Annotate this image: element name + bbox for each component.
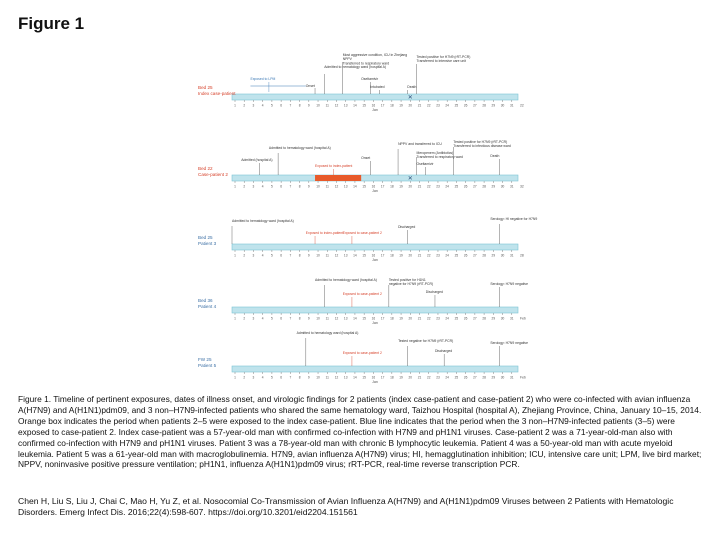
day-label: 25 xyxy=(454,375,459,380)
day-label: 6 xyxy=(280,253,283,258)
note-p4-admitted: Admitted to hematology ward (hospital A) xyxy=(315,278,377,282)
row-end-label: Feb xyxy=(520,375,526,380)
day-label: 21 xyxy=(417,375,422,380)
day-label: 28 xyxy=(482,184,486,189)
day-label: 2 xyxy=(243,253,246,258)
patient-role-label: Patient 4 xyxy=(198,304,217,309)
day-label: 7 xyxy=(289,184,292,189)
day-label: 22 xyxy=(426,253,431,258)
day-label: 11 xyxy=(325,184,329,189)
day-label: 3 xyxy=(252,103,255,108)
note-p2-oseltamivir: Oseltamivir xyxy=(416,162,434,166)
day-label: 31 xyxy=(510,103,514,108)
day-label: 31 xyxy=(510,253,514,258)
slide-title: Figure 1 xyxy=(18,14,85,33)
patient-role-label: Patient 5 xyxy=(198,363,217,368)
day-label: 2 xyxy=(243,184,246,189)
note-p4-serology: Serology: H7N9 negative xyxy=(490,282,529,286)
day-label: 9 xyxy=(307,375,310,380)
note-p1-icu: NPPV xyxy=(342,57,352,62)
day-label: 12 xyxy=(334,375,339,380)
day-label: 30 xyxy=(500,253,505,258)
day-label: 1 xyxy=(234,103,236,108)
day-label: 20 xyxy=(408,184,413,189)
day-label: 22 xyxy=(426,103,431,108)
day-label: 22 xyxy=(426,316,431,321)
day-label: 19 xyxy=(399,316,403,321)
patient-bar-3 xyxy=(232,244,518,250)
day-label: 26 xyxy=(463,103,468,108)
day-label: 6 xyxy=(280,103,283,108)
timeline-figure xyxy=(190,52,538,387)
day-label: 24 xyxy=(445,103,449,108)
day-label: 22 xyxy=(426,184,431,189)
day-label: 26 xyxy=(463,375,468,380)
day-label: 24 xyxy=(445,375,449,380)
day-label: 14 xyxy=(353,316,357,321)
day-label: 17 xyxy=(380,375,385,380)
day-label: 17 xyxy=(380,253,385,258)
note-p1-h7n9: Tested positive for H7N9 (rRT-PCR) xyxy=(416,55,471,59)
note-p2-death: Death xyxy=(490,154,500,158)
row-end-label: 22 xyxy=(520,103,524,108)
day-label: 7 xyxy=(289,253,292,258)
note-p1-h7n9: Transferred to intensive care unit xyxy=(416,59,466,64)
patient-bed-label: Bed 25 xyxy=(198,235,213,240)
patient-role-label: Patient 3 xyxy=(198,241,217,246)
note-p3-exposed2: Exposed to case-patient 2 xyxy=(342,231,382,235)
timeline-svg xyxy=(190,52,538,387)
note-p2-nppv: NPPV and transferred to ICU xyxy=(398,142,442,146)
day-label: 11 xyxy=(325,316,329,321)
note-p3-exposed: Exposed to index-patient xyxy=(305,231,344,235)
note-p1-icu: Transferred to respiratory ward xyxy=(342,61,390,66)
day-label: 2 xyxy=(243,375,246,380)
death-marker: ✕ xyxy=(407,95,413,101)
day-label: 28 xyxy=(482,375,486,380)
day-label: 16 xyxy=(371,375,376,380)
day-label: 29 xyxy=(491,253,496,258)
day-label: 26 xyxy=(463,253,468,258)
day-label: 31 xyxy=(510,375,514,380)
day-label: 14 xyxy=(353,253,357,258)
figure-caption: Figure 1. Timeline of pertinent exposures, dates of illness onset, and virologic findings for 2 patients (index case-patient and case-patient 2) who were co-infected with avian influenza A(H7N9) and A(H1N1)pdm09, and 3 non–H7N9-infected patients who shared the same hematology ward, Taizhou Hospital (hospital A), Zhejiang Province, China, January 10–15, 2014. Orange box indicates the period when patients 2–5 were exposed to the index case-patient. Blue line indicates that the period when the 3 non–H7N9-infected patients (3–5) were exposed to case-patient 2. Index case-patient was a 57-year-old man with confirmed co-infection with H7N9 and pH1N1 viruses. Case-patient 2 was a 71-year-old-man also with confirmed co-infection with H7N9 and pH1N1 viruses. Patient 3 was a 78-year-old man with chronic B lymphocytic leukemia. Patient 4 was a 50-year-old man with acute myeloid leukemia. Patient 5 was a 61-year-old man with macroglobulinemia. H7N9, avian influenza A(H7N9) virus; HI, hemagglutination inhibition; ICU, intensive care unit; LPM, live bird market; NPPV, noninvasive positive pressure ventilation; pH1N1, influenza A(H1N1)pdm09 virus; rRT-PCR, real-time reverse transcription PCR. xyxy=(18,394,702,470)
day-label: 24 xyxy=(445,253,449,258)
day-label: 27 xyxy=(473,316,477,321)
day-label: 9 xyxy=(307,103,310,108)
note-p4-exposed: Exposed to case-patient 2 xyxy=(342,292,382,296)
day-label: 4 xyxy=(261,253,264,258)
day-label: 3 xyxy=(252,184,255,189)
axis-label: Jan xyxy=(372,258,378,262)
day-label: 9 xyxy=(307,184,310,189)
day-label: 11 xyxy=(325,103,329,108)
day-label: 20 xyxy=(408,316,413,321)
day-label: 6 xyxy=(280,316,283,321)
note-p2-onset: Onset xyxy=(361,156,371,160)
patient-bar-4 xyxy=(232,307,518,313)
day-label: 11 xyxy=(325,375,329,380)
day-label: 25 xyxy=(454,253,459,258)
day-label: 20 xyxy=(408,253,413,258)
day-label: 14 xyxy=(353,184,357,189)
day-label: 6 xyxy=(280,375,283,380)
patient-bed-label: Bed 25 xyxy=(198,85,213,90)
day-label: 23 xyxy=(436,184,440,189)
day-label: 16 xyxy=(371,253,376,258)
day-label: 10 xyxy=(316,316,320,321)
day-label: 9 xyxy=(307,316,310,321)
day-label: 21 xyxy=(417,184,422,189)
day-label: 3 xyxy=(252,375,255,380)
day-label: 10 xyxy=(316,253,320,258)
note-p2-meropenem: Transferred to respiratory ward xyxy=(416,155,463,160)
day-label: 29 xyxy=(491,375,496,380)
day-label: 28 xyxy=(482,103,486,108)
day-label: 8 xyxy=(298,184,301,189)
day-label: 10 xyxy=(316,184,320,189)
note-p5-exposed: Exposed to case-patient 2 xyxy=(342,351,382,355)
day-label: 9 xyxy=(307,253,310,258)
note-p2-admitted2: Admitted (hospital A) xyxy=(241,158,273,162)
note-p5-serology: Serology: H7N9 negative xyxy=(490,341,529,345)
day-label: 14 xyxy=(353,375,357,380)
day-label: 5 xyxy=(271,184,273,189)
day-label: 31 xyxy=(510,184,514,189)
note-p4-tested: negative for H7N9 (rRT-PCR) xyxy=(388,282,434,287)
day-label: 1 xyxy=(234,253,236,258)
day-label: 28 xyxy=(482,316,486,321)
day-label: 6 xyxy=(280,184,283,189)
day-label: 16 xyxy=(371,316,376,321)
day-label: 27 xyxy=(473,253,477,258)
day-label: 23 xyxy=(436,316,440,321)
day-label: 26 xyxy=(463,316,468,321)
day-label: 16 xyxy=(371,103,376,108)
day-label: 4 xyxy=(261,375,264,380)
day-label: 2 xyxy=(243,103,246,108)
day-label: 19 xyxy=(399,375,403,380)
day-label: 13 xyxy=(343,103,348,108)
day-label: 30 xyxy=(500,316,505,321)
day-label: 26 xyxy=(463,184,468,189)
day-label: 15 xyxy=(362,253,366,258)
note-p2-admitted: Admitted to hematology ward (hospital A) xyxy=(268,146,331,150)
day-label: 30 xyxy=(500,184,505,189)
patient-role-label: Case-patient 2 xyxy=(198,172,228,177)
day-label: 12 xyxy=(334,103,339,108)
day-label: 29 xyxy=(491,316,496,321)
patient-bed-label: Bed 22 xyxy=(198,166,213,171)
note-p4-discharged: Discharged xyxy=(425,290,443,294)
note-p1-oseltamivir: Oseltamivir xyxy=(361,77,379,81)
note-p5-tested: Tested negative for H7N9 (rRT-PCR) xyxy=(398,339,454,343)
day-label: 20 xyxy=(408,103,413,108)
day-label: 18 xyxy=(390,103,394,108)
patient-bar-5 xyxy=(232,366,518,372)
day-label: 19 xyxy=(399,253,403,258)
day-label: 25 xyxy=(454,316,459,321)
day-label: 3 xyxy=(252,316,255,321)
day-label: 11 xyxy=(325,253,329,258)
day-label: 15 xyxy=(362,184,366,189)
day-label: 30 xyxy=(500,103,505,108)
note-p1-onset: Onset xyxy=(305,84,315,88)
day-label: 5 xyxy=(271,316,273,321)
day-label: 18 xyxy=(390,253,394,258)
day-label: 27 xyxy=(473,375,477,380)
day-label: 17 xyxy=(380,103,385,108)
day-label: 12 xyxy=(334,316,339,321)
day-label: 5 xyxy=(271,253,273,258)
day-label: 25 xyxy=(454,184,459,189)
day-label: 25 xyxy=(454,103,459,108)
note-p2-h7n9: Tested positive for H7N9 (rRT-PCR) xyxy=(453,140,508,144)
day-label: 16 xyxy=(371,184,376,189)
day-label: 10 xyxy=(316,375,320,380)
exposure-period-box xyxy=(315,175,361,181)
day-label: 1 xyxy=(234,184,236,189)
day-label: 18 xyxy=(390,316,394,321)
patient-bar-2 xyxy=(232,175,518,181)
patient-bed-label: FW 25 xyxy=(198,357,212,362)
day-label: 2 xyxy=(243,316,246,321)
day-label: 15 xyxy=(362,103,366,108)
day-label: 5 xyxy=(271,103,273,108)
row-end-label: 28 xyxy=(520,253,524,258)
note-p1-exposed: Exposed to LPM xyxy=(250,77,276,81)
day-label: 31 xyxy=(510,316,514,321)
day-label: 24 xyxy=(445,316,449,321)
day-label: 8 xyxy=(298,253,301,258)
patient-role-label: Index case-patient xyxy=(198,91,236,96)
axis-label: Jan xyxy=(372,189,378,193)
day-label: 4 xyxy=(261,184,264,189)
note-p1-icu: Most aggressive condition, ICU in Zhejiang xyxy=(342,53,408,57)
note-p1-admitted: Admitted to hematology ward (hospital A) xyxy=(324,65,387,69)
day-label: 7 xyxy=(289,103,292,108)
axis-label: Jan xyxy=(372,321,378,325)
row-end-label: 32 xyxy=(520,184,524,189)
day-label: 21 xyxy=(417,103,422,108)
note-p3-discharged: Discharged xyxy=(398,225,416,229)
day-label: 29 xyxy=(491,184,496,189)
day-label: 23 xyxy=(436,375,440,380)
day-label: 24 xyxy=(445,184,449,189)
day-label: 3 xyxy=(252,253,255,258)
day-label: 28 xyxy=(482,253,486,258)
note-p3-admitted: Admitted to hematology ward (hospital A) xyxy=(232,219,294,223)
day-label: 22 xyxy=(426,375,431,380)
day-label: 8 xyxy=(298,103,301,108)
day-label: 29 xyxy=(491,103,496,108)
note-p5-discharged: Discharged xyxy=(434,349,453,353)
day-label: 1 xyxy=(234,375,236,380)
day-label: 27 xyxy=(473,103,477,108)
patient-bed-label: Bed 36 xyxy=(198,298,213,303)
day-label: 4 xyxy=(261,316,264,321)
day-label: 17 xyxy=(380,316,385,321)
day-label: 18 xyxy=(390,184,394,189)
death-marker: ✕ xyxy=(407,176,413,182)
axis-label: Jan xyxy=(372,108,378,112)
patient-bar-1 xyxy=(232,94,518,100)
day-label: 12 xyxy=(334,184,339,189)
day-label: 13 xyxy=(343,253,348,258)
day-label: 10 xyxy=(316,103,320,108)
note-p2-h7n9: Transferred to infectious disease ward xyxy=(453,144,511,149)
day-label: 30 xyxy=(500,375,505,380)
day-label: 23 xyxy=(436,253,440,258)
row-end-label: Feb xyxy=(520,316,526,321)
note-p2-exposed: Exposed to index-patient xyxy=(315,164,353,168)
note-p1-death: Death xyxy=(407,85,417,89)
day-label: 18 xyxy=(390,375,394,380)
day-label: 27 xyxy=(473,184,477,189)
day-label: 19 xyxy=(399,103,403,108)
day-label: 4 xyxy=(261,103,264,108)
day-label: 8 xyxy=(298,375,301,380)
day-label: 7 xyxy=(289,316,292,321)
day-label: 12 xyxy=(334,253,339,258)
axis-label: Jan xyxy=(372,380,378,384)
day-label: 21 xyxy=(417,316,422,321)
day-label: 15 xyxy=(362,316,366,321)
note-p1-intubated: Intubated xyxy=(370,85,385,89)
day-label: 13 xyxy=(343,184,348,189)
day-label: 17 xyxy=(380,184,385,189)
note-p4-tested: Tested positive for H1N1 xyxy=(388,278,426,282)
figure-citation: Chen H, Liu S, Liu J, Chai C, Mao H, Yu Z, et al. Nosocomial Co-Transmission of Avian Influenza A(H7N9) and A(H1N1)pdm09 Viruses between 2 Patients with Hematologic Disorders. Emerg Infect Dis. 2016;22(4):598-607. https://doi.org/10.3201/eid2204.151561 xyxy=(18,496,674,517)
day-label: 5 xyxy=(271,375,273,380)
day-label: 21 xyxy=(417,253,422,258)
day-label: 13 xyxy=(343,316,348,321)
note-p3-serology: Serology: HI negative for H7N9 xyxy=(490,217,538,221)
day-label: 8 xyxy=(298,316,301,321)
note-p2-meropenem: Meropenem (Antibiotics) xyxy=(416,151,454,155)
note-p5-admitted: Admitted to hematology ward (hospital A) xyxy=(296,331,359,335)
day-label: 15 xyxy=(362,375,366,380)
day-label: 1 xyxy=(234,316,236,321)
day-label: 23 xyxy=(436,103,440,108)
day-label: 13 xyxy=(343,375,348,380)
day-label: 19 xyxy=(399,184,403,189)
day-label: 20 xyxy=(408,375,413,380)
day-label: 14 xyxy=(353,103,357,108)
day-label: 7 xyxy=(289,375,292,380)
